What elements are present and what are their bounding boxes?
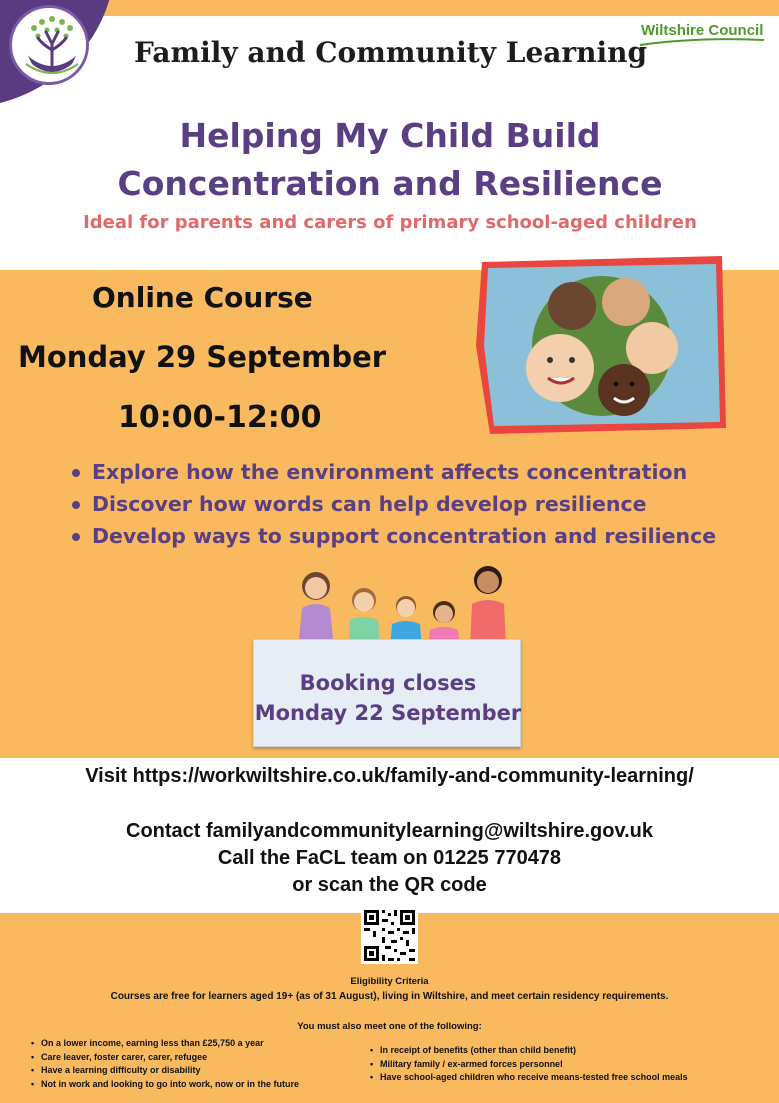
course-title-line-2: Concentration and Resilience bbox=[117, 164, 663, 203]
contact-phone: Call the FaCL team on 01225 770478 bbox=[217, 847, 562, 869]
course-title-line-1: Helping My Child Build bbox=[179, 116, 601, 155]
list-item: • In receipt of benefits (other than child benefit) bbox=[369, 1044, 688, 1058]
requirements-title: You must also meet one of the following: bbox=[297, 1021, 482, 1032]
list-item bbox=[70, 456, 770, 488]
course-format: Online Course bbox=[92, 281, 313, 314]
family-tree-logo-icon bbox=[9, 5, 89, 85]
course-time: 10:00-12:00 bbox=[118, 400, 322, 435]
wiltshire-swoosh-icon bbox=[638, 37, 766, 47]
eligibility-title: Eligibility Criteria bbox=[350, 976, 429, 987]
list-item: • Have a learning difficulty or disability bbox=[30, 1064, 299, 1078]
list-item bbox=[70, 488, 770, 520]
list-item bbox=[70, 520, 770, 552]
wiltshire-council-logo: Wiltshire Council bbox=[641, 22, 764, 39]
bullet-icon bbox=[72, 501, 80, 509]
qr-code-icon[interactable] bbox=[361, 907, 418, 964]
organisation-title: Family and Community Learning bbox=[134, 36, 648, 69]
list-item: • On a lower income, earning less than £25,750 a year bbox=[30, 1037, 299, 1051]
booking-label: Booking closes bbox=[299, 671, 477, 695]
bullet-icon bbox=[72, 469, 80, 477]
contact-qr-text: or scan the QR code bbox=[292, 874, 487, 896]
outcome-text: Develop ways to support concentration and resilience bbox=[92, 524, 717, 548]
requirements-list-right bbox=[369, 1044, 688, 1085]
list-item: • Have school-aged children who receive means-tested free school meals bbox=[369, 1071, 688, 1085]
list-item: • Military family / ex-armed forces personnel bbox=[369, 1058, 688, 1072]
bullet-icon bbox=[72, 533, 80, 541]
outcome-text: Discover how words can help develop resilience bbox=[92, 492, 647, 516]
outcome-text: Explore how the environment affects concentration bbox=[92, 460, 688, 484]
eligibility-text: Courses are free for learners aged 19+ (as of 31 August), living in Wiltshire, and meet certain residency requirements. bbox=[110, 991, 669, 1002]
booking-sign bbox=[253, 639, 521, 747]
course-title bbox=[60, 112, 720, 208]
course-date: Monday 29 September bbox=[18, 340, 387, 374]
course-subtitle: Ideal for parents and carers of primary school-aged children bbox=[83, 212, 697, 233]
contact-details bbox=[0, 818, 779, 899]
booking-deadline bbox=[254, 668, 522, 728]
children-holding-sign-illustration bbox=[286, 562, 516, 650]
website-link[interactable]: Visit https://workwiltshire.co.uk/family-and-community-learning/ bbox=[85, 765, 694, 787]
list-item: • Not in work and looking to go into work, now or in the future bbox=[30, 1078, 299, 1092]
top-orange-strip bbox=[0, 0, 779, 16]
requirements-list-left bbox=[30, 1037, 299, 1091]
list-item: • Care leaver, foster carer, carer, refugee bbox=[30, 1051, 299, 1065]
course-outcomes-list bbox=[70, 456, 770, 552]
booking-date: Monday 22 September bbox=[254, 701, 522, 725]
contact-email[interactable]: Contact familyandcommunitylearning@wiltshire.gov.uk bbox=[126, 820, 653, 842]
children-circle-photo bbox=[476, 256, 728, 434]
